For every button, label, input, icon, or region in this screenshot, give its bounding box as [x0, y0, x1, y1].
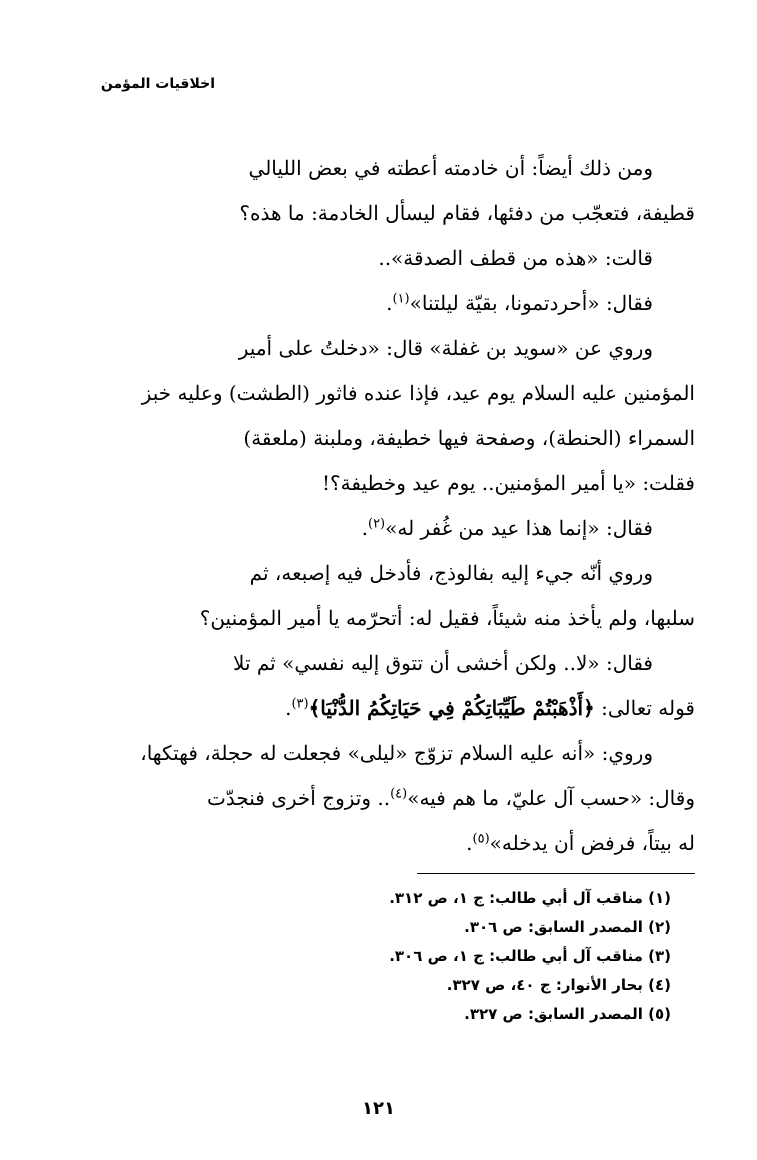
footnotes: [271, 884, 671, 1029]
paragraph-line: قالت: «هذه من قطف الصدقة»..: [378, 246, 653, 270]
paragraph-line: فقال: «لا.. ولكن أخشى أن تتوق إليه نفسي» ثم تلا: [233, 651, 653, 675]
paragraph-line: فقال: «أحردتمونا، بقيّة ليلتنا»$^{(١)}$.: [386, 291, 653, 315]
paragraph-line: وروي عن «سويد بن غفلة» قال: «دخلتُ على أمير: [238, 336, 653, 360]
paragraph-line: فقلت: «يا أمير المؤمنين.. يوم عيد وخطيفة؟!: [321, 471, 695, 495]
paragraph-line: قطيفة، فتعجّب من دفئها، فقام ليسأل الخادمة: ما هذه؟: [239, 201, 695, 225]
page-number: ١٢١: [362, 1098, 395, 1119]
paragraph-line: له بيتاً، فرفض أن يدخله»$^{(٥)}$.: [466, 831, 695, 855]
paragraph-line: وروي أنّه جيء إليه بفالوذج، فأدخل فيه إصبعه، ثم: [249, 561, 653, 585]
quran-verse: ﴿أَذْهَبْتُمْ طَيِّبَاتِكُمْ فِي حَيَاتِكُمُ الدُّنْيَا﴾: [308, 696, 595, 720]
footnote-ref-4: (٤): [390, 786, 408, 802]
main-text: [59, 146, 695, 866]
footnote-divider: [417, 873, 695, 874]
paragraph-line: ومن ذلك أيضاً: أن خادمته أعطته في بعض الليالي: [248, 156, 653, 180]
footnote-3: (٣) مناقب آل أبي طالب: ج ١، ص ٣٠٦.: [389, 947, 671, 965]
running-header: اخلاقيات المؤمن: [100, 76, 215, 92]
paragraph-line: السمراء (الحنطة)، وصفحة فيها خطيفة، وملبنة (ملعقة): [243, 426, 695, 450]
paragraph-line: فقال: «إنما هذا عيد من غُفر له»$^{(٢)}$.: [361, 516, 653, 540]
footnote-ref-2: (٢): [367, 516, 386, 532]
paragraph-line: وروي: «أنه عليه السلام تزوّج «ليلى» فجعلت له حجلة، فهتكها،: [140, 741, 653, 765]
paragraph-line: المؤمنين عليه السلام يوم عيد، فإذا عنده فاثور (الطشت) وعليه خبز: [141, 381, 695, 405]
footnote-4: (٤) بحار الأنوار: ج ٤٠، ص ٣٢٧.: [446, 976, 671, 994]
footnote-2: (٢) المصدر السابق: ص ٣٠٦.: [464, 918, 671, 936]
footnote-5: (٥) المصدر السابق: ص ٣٢٧.: [464, 1005, 671, 1023]
footnote-ref-1: (١): [392, 291, 410, 307]
footnote-ref-5: (٥): [472, 831, 490, 847]
paragraph-line: وقال: «حسب آل عليّ، ما هم فيه»$^{(٤)}$.. وتزوج أخرى فنجدّت: [207, 786, 695, 810]
paragraph-line: سلبها، ولم يأخذ منه شيئاً، فقيل له: أتحرّمه يا أمير المؤمنين؟: [199, 606, 695, 630]
footnote-1: (١) مناقب آل أبي طالب: ج ١، ص ٣١٢.: [389, 889, 671, 907]
paragraph-line: قوله تعالى: ﴿أَذْهَبْتُمْ طَيِّبَاتِكُمْ فِي حَيَاتِكُمُ الدُّنْيَا﴾$^{(٣)}$.: [285, 696, 695, 720]
footnote-ref-3: (٣): [291, 696, 309, 712]
